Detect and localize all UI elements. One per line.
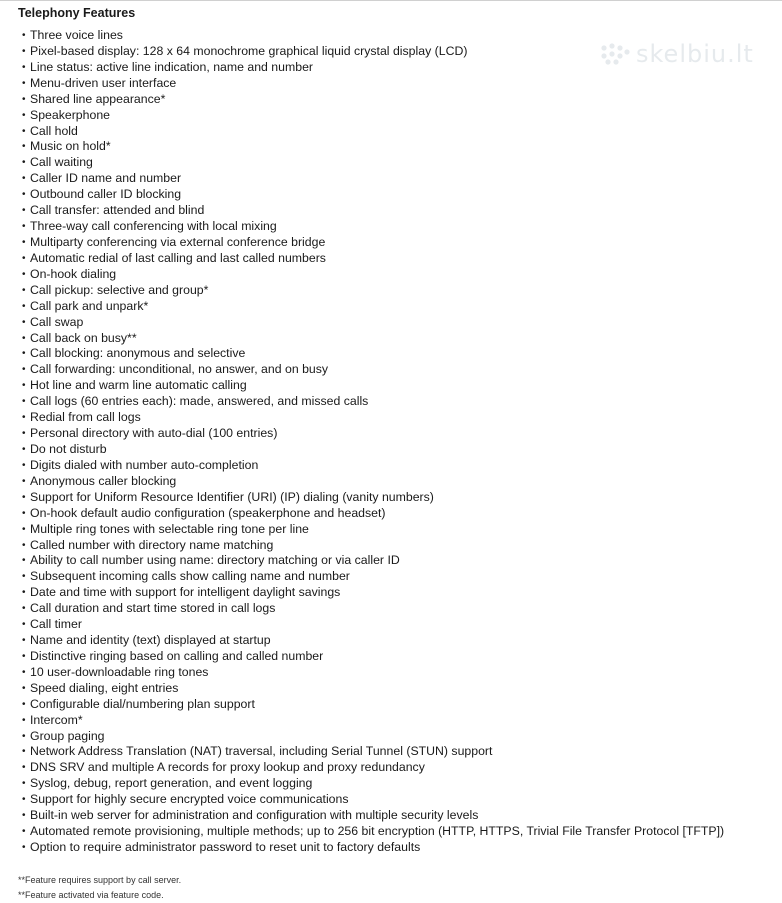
feature-item: [22, 442, 724, 458]
bullet-icon: •: [22, 396, 26, 408]
feature-item: [22, 251, 724, 267]
feature-text: Support for Uniform Resource Identifier (URI) (IP) dialing (vanity numbers): [30, 489, 434, 504]
feature-item: [22, 124, 724, 140]
footnotes: [18, 873, 181, 903]
feature-item: [22, 219, 724, 235]
feature-item: [22, 171, 724, 187]
bullet-icon: •: [22, 762, 26, 774]
feature-text: Shared line appearance*: [30, 91, 166, 106]
bullet-icon: •: [22, 842, 26, 854]
feature-item: [22, 378, 724, 394]
bullet-icon: •: [22, 332, 26, 344]
bullet-icon: •: [22, 459, 26, 471]
feature-text: Music on hold*: [30, 139, 111, 154]
feature-item: [22, 792, 724, 808]
bullet-icon: •: [22, 236, 26, 248]
feature-item: [22, 76, 724, 92]
feature-text: Menu-driven user interface: [30, 75, 177, 90]
bullet-icon: •: [22, 746, 26, 758]
feature-item: [22, 458, 724, 474]
feature-text: Call forwarding: unconditional, no answer, and on busy: [30, 362, 329, 377]
bullet-icon: •: [22, 571, 26, 583]
feature-item: [22, 649, 724, 665]
bullet-icon: •: [22, 284, 26, 296]
bullet-icon: •: [22, 221, 26, 233]
feature-item: [22, 633, 724, 649]
feature-item: [22, 824, 724, 840]
feature-item: [22, 681, 724, 697]
feature-text: Call park and unpark*: [30, 298, 149, 313]
feature-text: Called number with directory name matching: [30, 537, 274, 552]
feature-item: [22, 426, 724, 442]
feature-text: Date and time with support for intelligent daylight savings: [30, 585, 341, 600]
bullet-icon: •: [22, 443, 26, 455]
feature-text: Intercom*: [30, 712, 83, 727]
bullet-icon: •: [22, 826, 26, 838]
feature-text: Distinctive ringing based on calling and called number: [30, 648, 324, 663]
feature-text: Line status: active line indication, name and number: [30, 59, 313, 74]
feature-text: Outbound caller ID blocking: [30, 187, 182, 202]
feature-item: [22, 697, 724, 713]
bullet-icon: •: [22, 635, 26, 647]
bullet-icon: •: [22, 491, 26, 503]
bullet-icon: •: [22, 45, 26, 57]
feature-text: Network Address Translation (NAT) traversal, including Serial Tunnel (STUN) support: [30, 744, 493, 759]
feature-item: [22, 553, 724, 569]
feature-item: [22, 187, 724, 203]
feature-text: Personal directory with auto-dial (100 entries): [30, 426, 278, 441]
bullet-icon: •: [22, 364, 26, 376]
feature-text: Hot line and warm line automatic calling: [30, 378, 247, 393]
bullet-icon: •: [22, 77, 26, 89]
feature-text: Subsequent incoming calls show calling name and number: [30, 569, 350, 584]
feature-text: DNS SRV and multiple A records for proxy lookup and proxy redundancy: [30, 760, 425, 775]
bullet-icon: •: [22, 794, 26, 806]
feature-item: [22, 538, 724, 554]
feature-item: [22, 44, 724, 60]
bullet-icon: •: [22, 412, 26, 424]
feature-text: Do not disturb: [30, 441, 107, 456]
bullet-icon: •: [22, 157, 26, 169]
bullet-icon: •: [22, 650, 26, 662]
feature-text: On-hook dialing: [30, 266, 117, 281]
feature-list: [22, 28, 724, 856]
feature-text: Anonymous caller blocking: [30, 473, 177, 488]
footnote: **Feature requires support by call server.: [18, 875, 182, 885]
bullet-icon: •: [22, 619, 26, 631]
bullet-icon: •: [22, 30, 26, 41]
feature-text: On-hook default audio configuration (speakerphone and headset): [30, 505, 386, 520]
feature-item: [22, 283, 724, 299]
bullet-icon: •: [22, 587, 26, 599]
feature-item: [22, 840, 724, 856]
feature-item: [22, 108, 724, 124]
feature-item: [22, 776, 724, 792]
feature-text: Pixel-based display: 128 x 64 monochrome graphical liquid crystal display (LCD): [30, 43, 468, 58]
feature-item: [22, 203, 724, 219]
bullet-icon: •: [22, 109, 26, 121]
feature-text: Call pickup: selective and group*: [30, 282, 209, 297]
bullet-icon: •: [22, 61, 26, 73]
feature-item: [22, 729, 724, 745]
feature-text: Call hold: [30, 123, 78, 138]
page-title: Telephony Features: [18, 6, 136, 20]
bullet-icon: •: [22, 93, 26, 105]
feature-text: Call back on busy**: [30, 330, 137, 345]
feature-text: Call blocking: anonymous and selective: [30, 346, 246, 361]
feature-text: Configurable dial/numbering plan support: [30, 696, 255, 711]
bullet-icon: •: [22, 507, 26, 519]
feature-item: [22, 331, 724, 347]
feature-text: Group paging: [30, 728, 105, 743]
feature-item: [22, 601, 724, 617]
feature-text: Automated remote provisioning, multiple methods; up to 256 bit encryption (HTTP, HTTPS, Trivial File Transfer Protocol [TFTP]): [30, 824, 725, 839]
feature-item: [22, 713, 724, 729]
bullet-icon: •: [22, 141, 26, 153]
bullet-icon: •: [22, 778, 26, 790]
bullet-icon: •: [22, 205, 26, 217]
bullet-icon: •: [22, 539, 26, 551]
feature-text: Option to require administrator password to reset unit to factory defaults: [30, 840, 421, 855]
feature-text: Three-way call conferencing with local mixing: [30, 219, 277, 234]
watermark-text: skelbiu.lt: [636, 40, 754, 68]
feature-item: [22, 92, 724, 108]
bullet-icon: •: [22, 189, 26, 201]
feature-item: [22, 235, 724, 251]
feature-text: Call waiting: [30, 155, 93, 170]
bullet-icon: •: [22, 268, 26, 280]
feature-item: [22, 617, 724, 633]
bullet-icon: •: [22, 475, 26, 487]
bullet-icon: •: [22, 555, 26, 567]
bullet-icon: •: [22, 300, 26, 312]
bullet-icon: •: [22, 428, 26, 440]
footnote: **Feature activated via feature code.: [18, 890, 164, 900]
feature-text: Speakerphone: [30, 107, 110, 122]
feature-item: [22, 474, 724, 490]
feature-item: [22, 410, 724, 426]
feature-text: Speed dialing, eight entries: [30, 680, 179, 695]
feature-text: Caller ID name and number: [30, 171, 182, 186]
feature-item: [22, 744, 724, 760]
feature-item: [22, 522, 724, 538]
feature-text: Digits dialed with number auto-completion: [30, 457, 259, 472]
feature-text: Multiple ring tones with selectable ring tone per line: [30, 521, 309, 536]
feature-text: Multiparty conferencing via external conference bridge: [30, 234, 326, 249]
feature-item: [22, 28, 724, 44]
bullet-icon: •: [22, 380, 26, 392]
feature-text: Name and identity (text) displayed at startup: [30, 633, 271, 648]
feature-text: 10 user-downloadable ring tones: [30, 664, 209, 679]
feature-text: Built-in web server for administration and configuration with multiple security levels: [30, 808, 479, 823]
feature-item: [22, 299, 724, 315]
feature-item: [22, 760, 724, 776]
bullet-icon: •: [22, 682, 26, 694]
feature-item: [22, 362, 724, 378]
bullet-icon: •: [22, 125, 26, 137]
feature-text: Syslog, debug, report generation, and event logging: [30, 776, 313, 791]
feature-item: [22, 665, 724, 681]
feature-text: Three voice lines: [30, 28, 123, 42]
bullet-icon: •: [22, 603, 26, 615]
bullet-icon: •: [22, 173, 26, 185]
feature-item: [22, 315, 724, 331]
feature-item: [22, 569, 724, 585]
bullet-icon: •: [22, 698, 26, 710]
feature-text: Call swap: [30, 314, 84, 329]
bullet-icon: •: [22, 714, 26, 726]
feature-text: Call transfer: attended and blind: [30, 203, 205, 218]
feature-item: [22, 267, 724, 283]
feature-text: Support for highly secure encrypted voice communications: [30, 792, 349, 807]
bullet-icon: •: [22, 252, 26, 264]
feature-item: [22, 490, 724, 506]
feature-text: Call timer: [30, 617, 82, 632]
bullet-icon: •: [22, 316, 26, 328]
feature-text: Call duration and start time stored in call logs: [30, 601, 276, 616]
bullet-icon: •: [22, 666, 26, 678]
bullet-icon: •: [22, 810, 26, 822]
bullet-icon: •: [22, 730, 26, 742]
feature-item: [22, 139, 724, 155]
feature-item: [22, 585, 724, 601]
feature-item: [22, 808, 724, 824]
top-divider: [0, 0, 782, 1]
feature-item: [22, 60, 724, 76]
feature-item: [22, 346, 724, 362]
feature-item: [22, 394, 724, 410]
bullet-icon: •: [22, 523, 26, 535]
bullet-icon: •: [22, 348, 26, 360]
feature-item: [22, 155, 724, 171]
feature-text: Redial from call logs: [30, 410, 141, 425]
feature-text: Call logs (60 entries each): made, answered, and missed calls: [30, 394, 369, 409]
feature-text: Automatic redial of last calling and last called numbers: [30, 250, 326, 265]
feature-text: Ability to call number using name: directory matching or via caller ID: [30, 553, 400, 568]
feature-item: [22, 506, 724, 522]
